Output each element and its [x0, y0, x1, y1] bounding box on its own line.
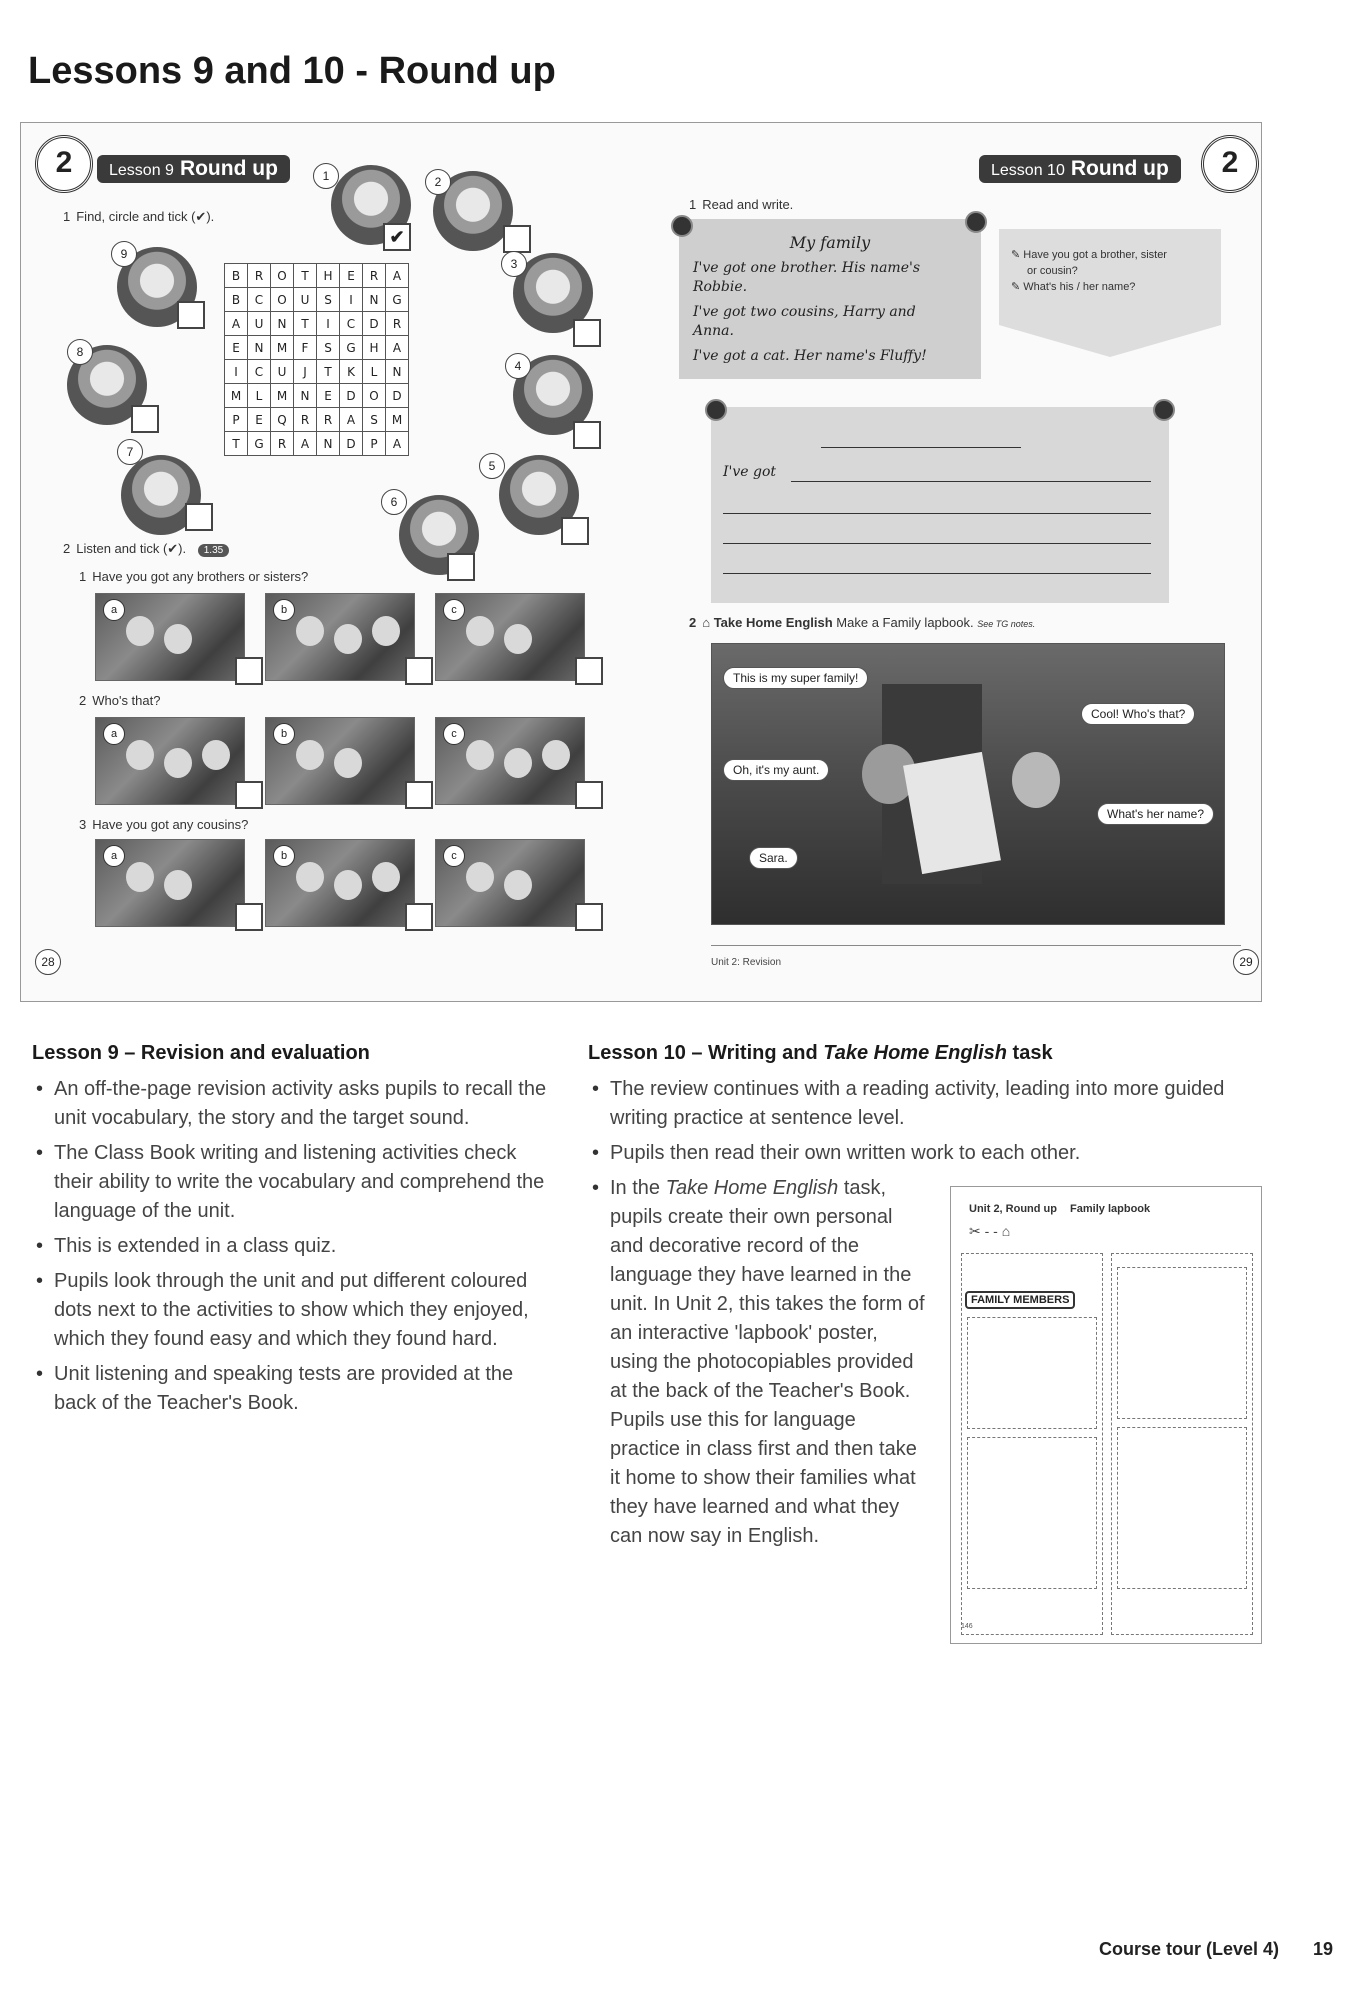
- grid-row: [225, 264, 409, 288]
- tick-box[interactable]: [235, 657, 263, 685]
- lapbook-page: 146: [961, 1623, 973, 1630]
- grid-cell[interactable]: T: [317, 360, 340, 384]
- bullet-item: [588, 1174, 928, 1551]
- flap: [967, 1437, 1097, 1589]
- page-number-right: 29: [1233, 949, 1259, 975]
- left-page: [21, 123, 661, 1001]
- exercise-text: Listen and tick (✔).: [76, 541, 187, 556]
- face: [504, 870, 532, 900]
- face: [466, 740, 494, 770]
- face: [334, 624, 362, 654]
- face: [466, 862, 494, 892]
- face: [164, 870, 192, 900]
- bullet-item: • Unit listening and speaking tests are provided at the back of the Teacher's Book.: [32, 1360, 552, 1418]
- prompt-line: Have you got a brother, sister: [1023, 249, 1167, 261]
- grid-cell[interactable]: L: [248, 384, 271, 408]
- character-number: 9: [111, 241, 137, 267]
- exercise-number: 1: [689, 197, 697, 212]
- grid-cell[interactable]: A: [386, 264, 409, 288]
- question-3: [79, 817, 248, 832]
- grid-cell[interactable]: C: [248, 288, 271, 312]
- grid-cell[interactable]: F: [294, 336, 317, 360]
- face: [334, 748, 362, 778]
- tick-box[interactable]: [503, 225, 531, 253]
- exercise-note: See TG notes.: [977, 619, 1036, 629]
- grid-cell[interactable]: R: [386, 312, 409, 336]
- lapbook-unit: [969, 1203, 1150, 1215]
- exercise-label: Take Home English: [713, 615, 833, 630]
- photo-option-label: c: [443, 845, 465, 867]
- grid-cell[interactable]: R: [271, 432, 294, 456]
- grid-cell[interactable]: E: [225, 336, 248, 360]
- question-1: [79, 569, 308, 584]
- face: [504, 748, 532, 778]
- flap: [1117, 1427, 1247, 1589]
- grid-cell[interactable]: R: [294, 408, 317, 432]
- grid-cell[interactable]: A: [386, 336, 409, 360]
- grid-cell[interactable]: E: [248, 408, 271, 432]
- grid-cell[interactable]: H: [317, 264, 340, 288]
- grid-cell[interactable]: N: [363, 288, 386, 312]
- bullet-text: task, pupils create their own personal and decorative record of the language they have learned in the unit. In Unit 2, this takes the form of an interactive 'lapbook' poster, using the photocopiables provided at the back of the Teacher's Book. Pupils use this for language practice in class first and then take it home to show their families what they have learned and what they can now say in English.: [610, 1177, 925, 1547]
- exercise-text: Make a Family lapbook.: [836, 615, 974, 630]
- writing-line[interactable]: [791, 481, 1151, 482]
- photo-option-label: c: [443, 723, 465, 745]
- character-number: 3: [501, 251, 527, 277]
- face: [296, 740, 324, 770]
- pin-icon: [705, 399, 727, 421]
- note-line: Anna.: [693, 323, 734, 339]
- character-number: 1: [313, 163, 339, 189]
- word-search-grid[interactable]: [224, 263, 409, 456]
- tick-box[interactable]: [405, 903, 433, 931]
- lesson9-banner-big: Round up: [179, 157, 278, 180]
- face: [466, 616, 494, 646]
- footer-rule: [711, 945, 1241, 946]
- footer-label: Course tour (Level 4): [1098, 1939, 1279, 1959]
- character-number: 6: [381, 489, 407, 515]
- bullet-text: In the: [610, 1177, 666, 1199]
- unit-badge-left: 2: [35, 135, 93, 193]
- lesson10-banner: [979, 155, 1181, 183]
- exercise-number: 2: [689, 615, 697, 630]
- grid-row: [225, 360, 409, 384]
- bullet-item: • An off-the-page revision activity asks pupils to recall the unit vocabulary, the story and the target sound.: [32, 1075, 552, 1133]
- grid-cell[interactable]: H: [363, 336, 386, 360]
- flap: [1117, 1267, 1247, 1419]
- lesson9-banner-small: Lesson 9: [109, 162, 174, 179]
- grid-cell[interactable]: A: [386, 432, 409, 456]
- grid-cell[interactable]: T: [225, 432, 248, 456]
- writing-line[interactable]: [723, 513, 1151, 514]
- grid-cell[interactable]: P: [225, 408, 248, 432]
- face: [542, 740, 570, 770]
- lesson10-banner-small: Lesson 10: [991, 162, 1065, 179]
- tick-box[interactable]: [185, 503, 213, 531]
- grid-cell[interactable]: I: [340, 288, 363, 312]
- grid-cell[interactable]: N: [317, 432, 340, 456]
- girl-head: [1012, 752, 1060, 808]
- grid-row: [225, 312, 409, 336]
- grid-cell[interactable]: M: [271, 384, 294, 408]
- face: [372, 862, 400, 892]
- face: [296, 616, 324, 646]
- heading-emphasis: Take Home English: [823, 1042, 1007, 1064]
- house-icon: ⌂: [702, 615, 714, 630]
- note-title: My family: [789, 233, 871, 252]
- speech-bubble: Cool! Who's that?: [1081, 703, 1195, 725]
- bullet-emphasis: Take Home English: [665, 1177, 839, 1199]
- grid-cell[interactable]: J: [294, 360, 317, 384]
- grid-cell[interactable]: U: [248, 312, 271, 336]
- family-members-label: FAMILY MEMBERS: [965, 1291, 1075, 1309]
- grid-row: [225, 336, 409, 360]
- grid-row: [225, 432, 409, 456]
- grid-cell[interactable]: B: [225, 264, 248, 288]
- writing-line[interactable]: [723, 573, 1151, 574]
- face: [126, 862, 154, 892]
- grid-cell[interactable]: S: [317, 336, 340, 360]
- bullet-item: • The Class Book writing and listening activities check their ability to write the vocabulary and comprehend the language of the unit.: [32, 1139, 552, 1226]
- unit-badge-right: 2: [1201, 135, 1259, 193]
- pencil-icon: ✎: [1011, 249, 1024, 261]
- prompt-line: What's his / her name?: [1023, 281, 1136, 293]
- question-text: Have you got any brothers or sisters?: [92, 569, 309, 584]
- face: [202, 740, 230, 770]
- tick-box[interactable]: [235, 781, 263, 809]
- question-number: 1: [79, 569, 87, 584]
- grid-cell[interactable]: D: [340, 432, 363, 456]
- lesson9-exercise2: [63, 541, 229, 557]
- lesson9-banner: [97, 155, 290, 183]
- photo-option-label: a: [103, 599, 125, 621]
- note-line: Robbie.: [693, 279, 748, 295]
- grid-row: [225, 288, 409, 312]
- model-note: [679, 219, 981, 379]
- heading-part: task: [1006, 1042, 1053, 1064]
- bullet-item: • Pupils look through the unit and put different coloured dots next to the activities to show which they enjoyed, which they found easy and which they found hard.: [32, 1267, 552, 1354]
- photo-option-label: b: [273, 723, 295, 745]
- flap: [967, 1317, 1097, 1429]
- lesson10-heading: [588, 1042, 1248, 1065]
- lapbook-thumbnail: [950, 1186, 1262, 1644]
- writing-line[interactable]: [723, 543, 1151, 544]
- lesson10-exercise2: [689, 615, 1035, 630]
- grid-cell[interactable]: O: [363, 384, 386, 408]
- bullet-item: • The review continues with a reading activity, leading into more guided writing practice at sentence level.: [588, 1075, 1248, 1133]
- grid-cell[interactable]: O: [271, 288, 294, 312]
- tick-box[interactable]: [405, 781, 433, 809]
- tick-box[interactable]: [575, 903, 603, 931]
- tick-box[interactable]: [573, 421, 601, 449]
- writing-line[interactable]: [821, 447, 1021, 448]
- face: [164, 624, 192, 654]
- grid-cell[interactable]: T: [294, 264, 317, 288]
- grid-cell[interactable]: A: [294, 432, 317, 456]
- exercise-number: 2: [63, 541, 71, 556]
- write-start: I've got: [723, 464, 777, 480]
- tick-box[interactable]: ✔: [383, 223, 411, 251]
- bullet-item: • Pupils then read their own written work to each other.: [588, 1139, 1248, 1168]
- grid-cell[interactable]: P: [363, 432, 386, 456]
- tick-box[interactable]: [447, 553, 475, 581]
- grid-cell[interactable]: D: [340, 384, 363, 408]
- grid-cell[interactable]: K: [340, 360, 363, 384]
- face: [164, 748, 192, 778]
- lesson9-heading: Lesson 9 – Revision and evaluation: [32, 1042, 370, 1064]
- grid-cell[interactable]: N: [271, 312, 294, 336]
- question-text: Have you got any cousins?: [92, 817, 249, 832]
- grid-row: [225, 384, 409, 408]
- question-2: [79, 693, 160, 708]
- photo-option-label: a: [103, 723, 125, 745]
- page-number-left: 28: [35, 949, 61, 975]
- grid-cell[interactable]: G: [248, 432, 271, 456]
- character-number: 4: [505, 353, 531, 379]
- right-page: [661, 123, 1261, 1001]
- tick-box[interactable]: [575, 781, 603, 809]
- book-spread: [20, 122, 1262, 1002]
- speech-bubble: Oh, it's my aunt.: [723, 759, 829, 781]
- note-line: I've got a cat. Her name's Fluffy!: [693, 348, 927, 364]
- grid-cell[interactable]: R: [317, 408, 340, 432]
- grid-cell[interactable]: B: [225, 288, 248, 312]
- grid-cell[interactable]: E: [317, 384, 340, 408]
- heading-part: Lesson 10 – Writing and: [588, 1042, 824, 1064]
- face: [126, 616, 154, 646]
- tick-box[interactable]: [177, 301, 205, 329]
- grid-cell[interactable]: I: [225, 360, 248, 384]
- lapbook-title: Family lapbook: [1070, 1203, 1151, 1215]
- tick-box[interactable]: [573, 319, 601, 347]
- exercise-text: Find, circle and tick (✔).: [76, 209, 215, 224]
- tick-box[interactable]: [131, 405, 159, 433]
- grid-cell[interactable]: M: [271, 336, 294, 360]
- grid-cell[interactable]: G: [386, 288, 409, 312]
- lesson9-exercise1: [63, 209, 214, 225]
- grid-cell[interactable]: N: [248, 336, 271, 360]
- face: [334, 870, 362, 900]
- speech-bubble: What's her name?: [1097, 803, 1214, 825]
- grid-cell[interactable]: N: [294, 384, 317, 408]
- grid-cell[interactable]: O: [271, 264, 294, 288]
- exercise-text: Read and write.: [702, 197, 794, 212]
- grid-row: [225, 408, 409, 432]
- note-line: I've got two cousins, Harry and: [693, 304, 916, 320]
- grid-cell[interactable]: A: [225, 312, 248, 336]
- grid-cell[interactable]: L: [363, 360, 386, 384]
- grid-cell[interactable]: G: [340, 336, 363, 360]
- lesson10-banner-big: Round up: [1070, 157, 1169, 180]
- grid-cell[interactable]: I: [317, 312, 340, 336]
- note-line: I've got one brother. His name's: [693, 260, 921, 276]
- face: [504, 624, 532, 654]
- pin-icon: [1153, 399, 1175, 421]
- grid-cell[interactable]: D: [363, 312, 386, 336]
- face: [296, 862, 324, 892]
- exercise-number: 1: [63, 209, 71, 224]
- face: [372, 616, 400, 646]
- grid-cell[interactable]: M: [386, 408, 409, 432]
- grid-cell[interactable]: S: [363, 408, 386, 432]
- question-number: 2: [79, 693, 87, 708]
- character-number: 7: [117, 439, 143, 465]
- character-number: 2: [425, 169, 451, 195]
- pin-icon: [965, 211, 987, 233]
- tick-box[interactable]: [405, 657, 433, 685]
- grid-cell[interactable]: N: [386, 360, 409, 384]
- grid-cell[interactable]: C: [340, 312, 363, 336]
- grid-cell[interactable]: U: [271, 360, 294, 384]
- page-number: 19: [1312, 1939, 1333, 1959]
- grid-cell[interactable]: D: [386, 384, 409, 408]
- photo-option-label: a: [103, 845, 125, 867]
- grid-cell[interactable]: Q: [271, 408, 294, 432]
- prompt-box-arrow: [999, 325, 1221, 357]
- tick-box[interactable]: [561, 517, 589, 545]
- lesson10-exercise1: [689, 197, 793, 212]
- grid-cell[interactable]: R: [363, 264, 386, 288]
- prompt-line: or cousin?: [1027, 265, 1078, 277]
- grid-cell[interactable]: S: [317, 288, 340, 312]
- unit-footer: Unit 2: Revision: [711, 957, 782, 968]
- prompt-box: [999, 229, 1221, 325]
- tick-box[interactable]: [575, 657, 603, 685]
- pencil-icon: ✎: [1011, 281, 1024, 293]
- speech-bubble: Sara.: [749, 847, 798, 869]
- grid-cell[interactable]: U: [294, 288, 317, 312]
- photo-option-label: b: [273, 845, 295, 867]
- prompt-question: [1011, 247, 1167, 295]
- grid-cell[interactable]: M: [225, 384, 248, 408]
- bullet-item: • This is extended in a class quiz.: [32, 1232, 552, 1261]
- grid-cell[interactable]: C: [248, 360, 271, 384]
- photo-option-label: c: [443, 599, 465, 621]
- lesson9-bullets: [32, 1075, 552, 1418]
- character-number: 5: [479, 453, 505, 479]
- grid-cell[interactable]: T: [294, 312, 317, 336]
- scissors-icon: ✂ - - ⌂: [969, 1223, 1011, 1239]
- tick-box[interactable]: [235, 903, 263, 931]
- photo-option-label: b: [273, 599, 295, 621]
- speech-bubble: This is my super family!: [723, 667, 868, 689]
- face: [126, 740, 154, 770]
- grid-cell[interactable]: E: [340, 264, 363, 288]
- lapbook-unit-text: Unit 2, Round up: [969, 1203, 1057, 1215]
- lesson9-section: [32, 1042, 552, 1424]
- character-number: 8: [67, 339, 93, 365]
- audio-track-badge[interactable]: 1.35: [198, 544, 229, 557]
- question-number: 3: [79, 817, 87, 832]
- writing-panel: [711, 407, 1169, 603]
- page-title: Lessons 9 and 10 - Round up: [28, 50, 556, 92]
- grid-cell[interactable]: R: [248, 264, 271, 288]
- grid-cell[interactable]: A: [340, 408, 363, 432]
- question-text: Who's that?: [92, 693, 161, 708]
